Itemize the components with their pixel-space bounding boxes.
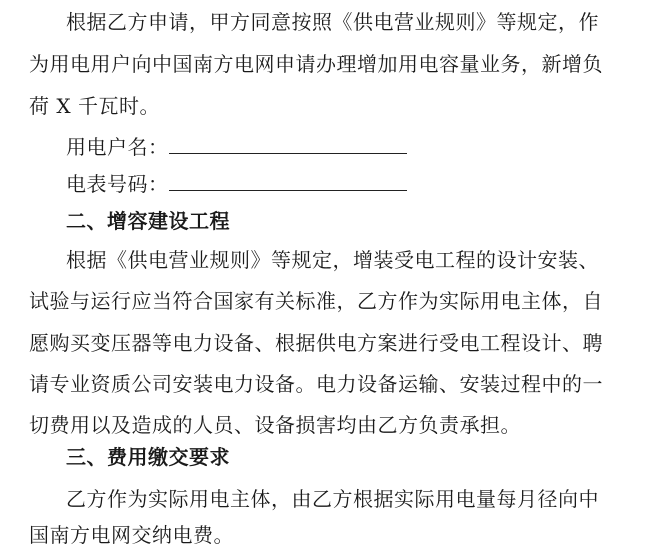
meter-number-row xyxy=(66,171,407,197)
user-name-label: 用电户名： xyxy=(66,135,169,159)
user-name-blank[interactable] xyxy=(169,135,407,154)
paragraph-line: 根据乙方申请，甲方同意按照《供电营业规则》等规定，作 xyxy=(66,10,599,34)
section-heading: 三、费用缴交要求 xyxy=(66,445,230,469)
meter-number-blank[interactable] xyxy=(169,172,407,191)
paragraph-line: 根据《供电营业规则》等规定，增装受电工程的设计安装、 xyxy=(66,248,599,272)
paragraph-line: 乙方作为实际用电主体，由乙方根据实际用电量每月径向中 xyxy=(66,487,599,511)
paragraph-line: 国南方电网交纳电费。 xyxy=(29,523,234,547)
paragraph-line: 为用电用户向中国南方电网申请办理增加用电容量业务，新增负 xyxy=(29,52,603,76)
paragraph-line: 愿购买变压器等电力设备、根据供电方案进行受电工程设计、聘 xyxy=(29,331,603,355)
paragraph-line: 请专业资质公司安装电力设备。电力设备运输、安装过程中的一 xyxy=(29,372,603,396)
section-heading: 二、增容建设工程 xyxy=(66,209,230,233)
user-name-row xyxy=(66,134,407,160)
paragraph-line: 切费用以及造成的人员、设备损害均由乙方负责承担。 xyxy=(29,413,521,437)
paragraph-line: 荷 X 千瓦时。 xyxy=(29,94,160,118)
meter-number-label: 电表号码： xyxy=(66,172,169,196)
paragraph-line: 试验与运行应当符合国家有关标准，乙方作为实际用电主体，自 xyxy=(29,289,603,313)
